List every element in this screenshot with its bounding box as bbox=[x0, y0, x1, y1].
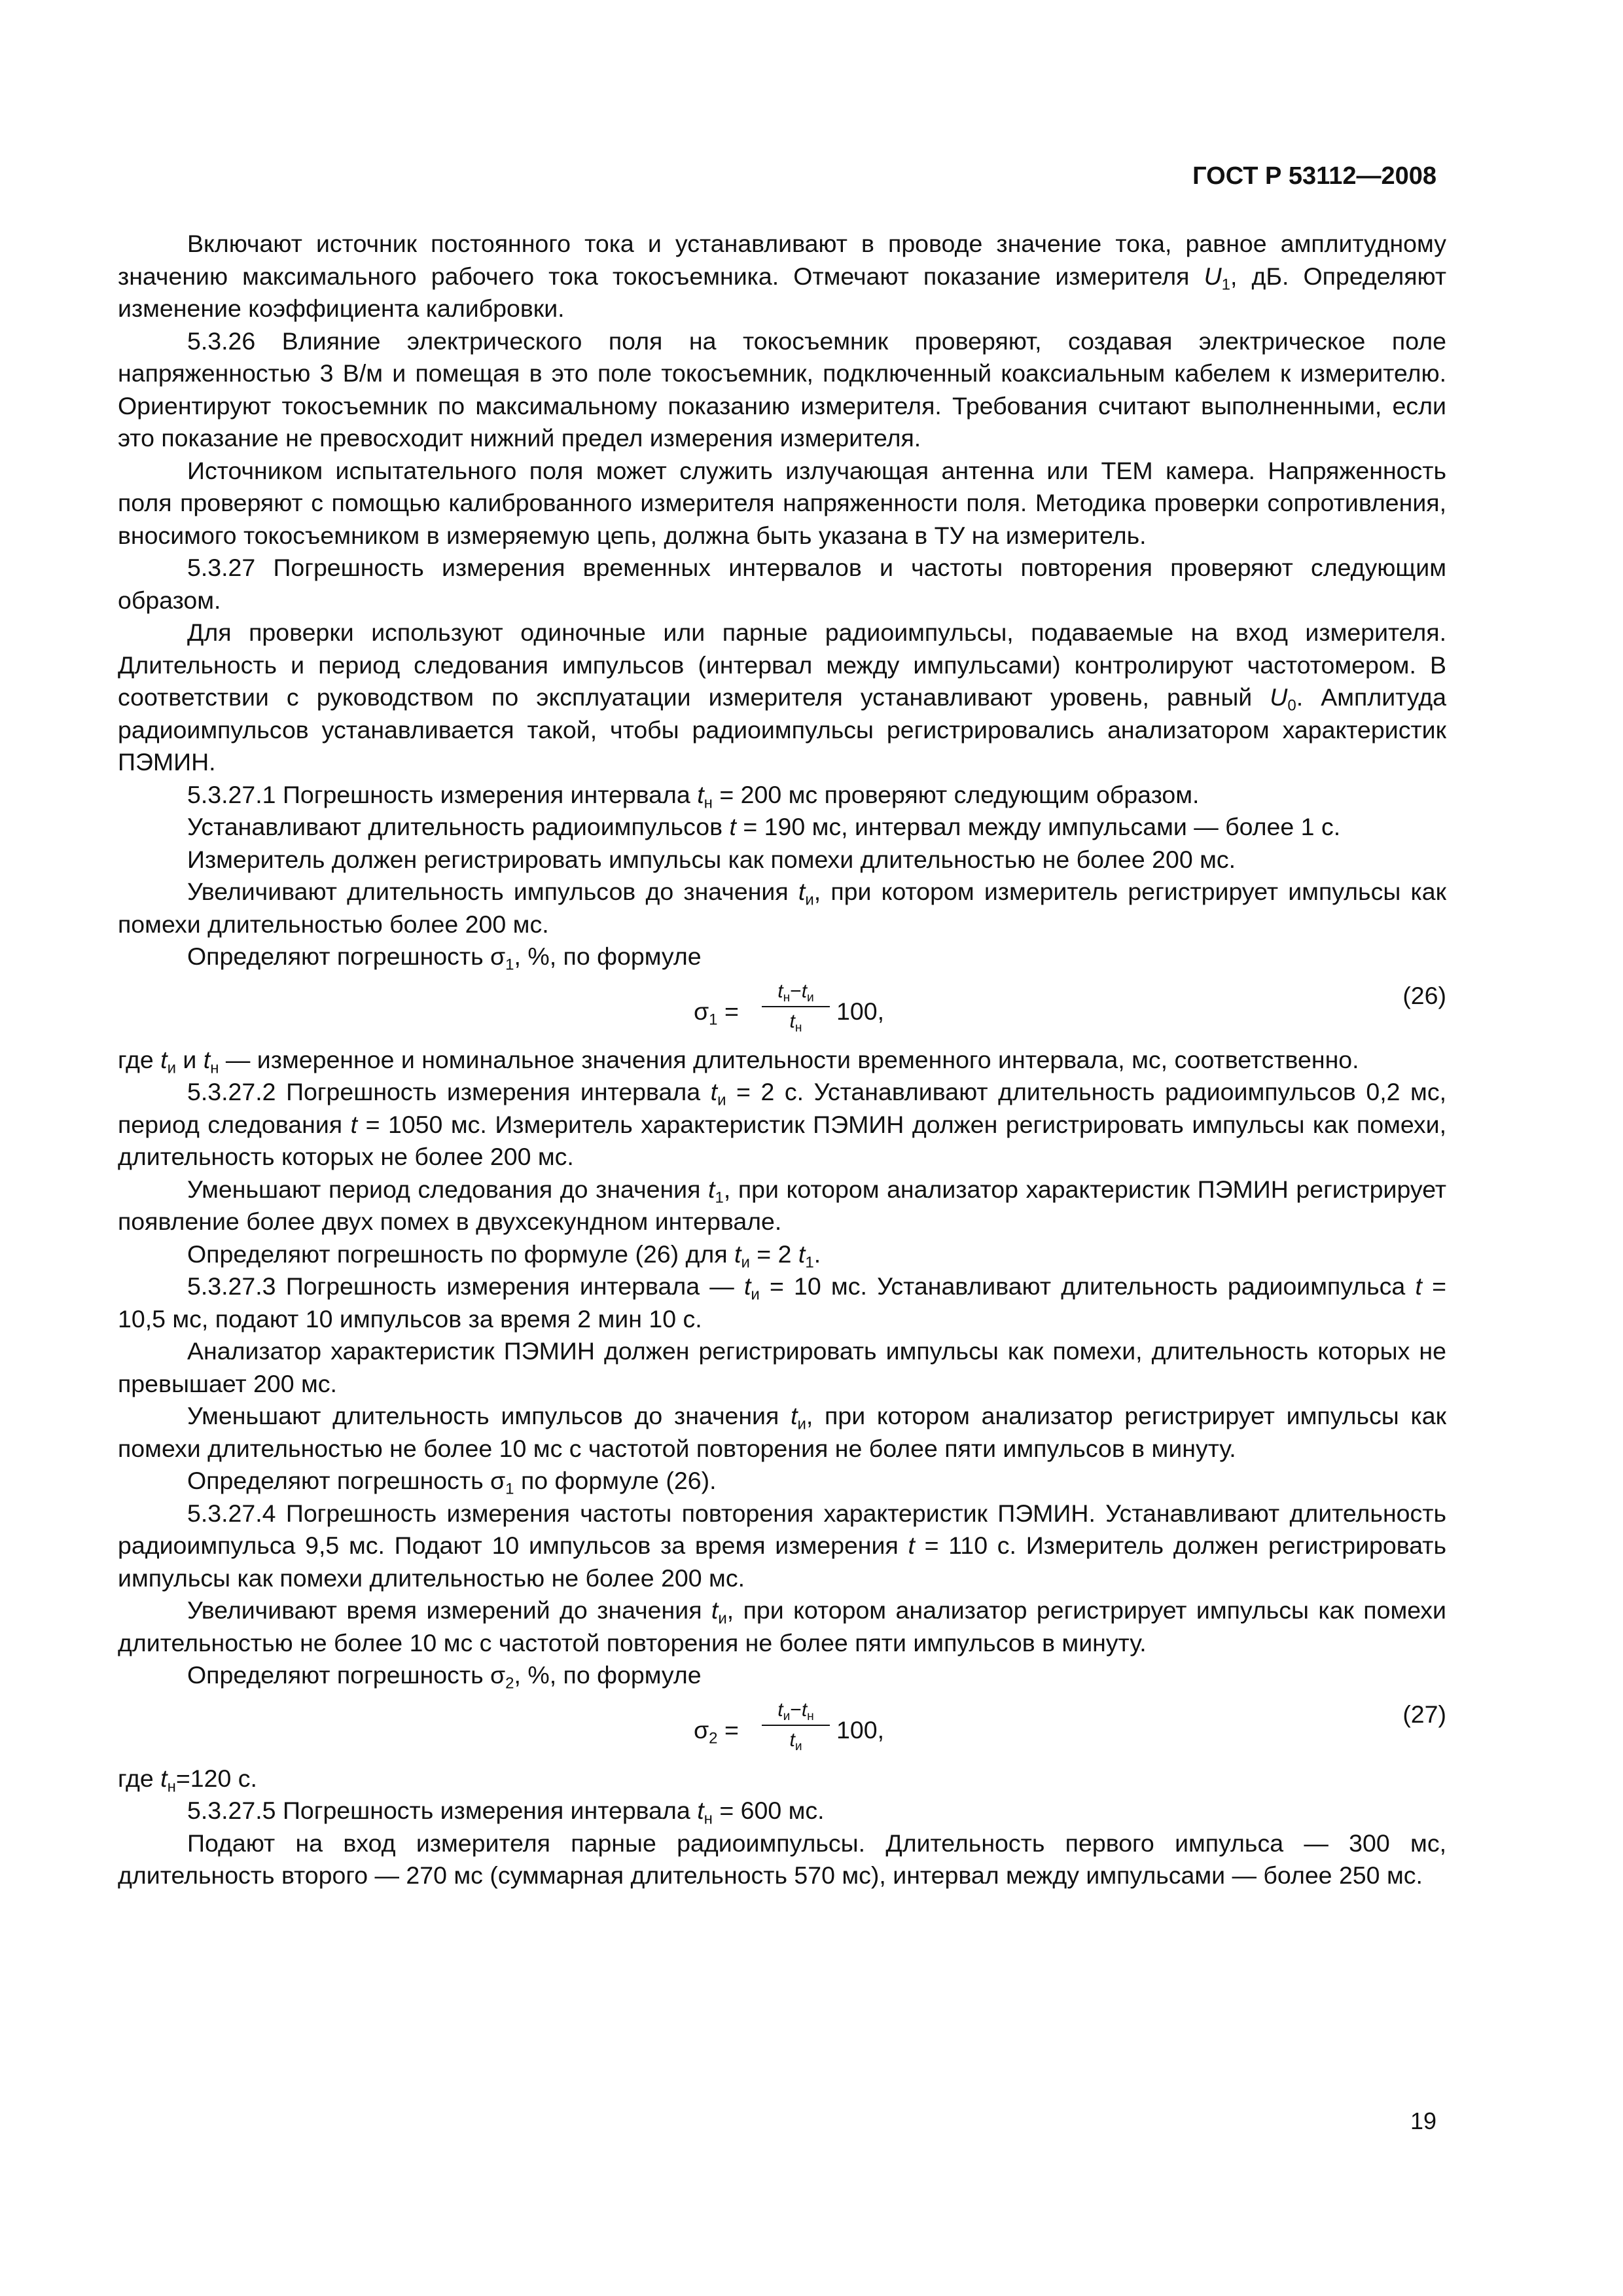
paragraph: Включают источник постоянного тока и устанавливают в проводе значение тока, равное амплитудному значению максимального рабочего тока токосъемника. Отмечают показание измерителя $U_1$, дБ. Определяют изменение коэффициента калибровки. bbox=[118, 230, 1447, 322]
page-number: 19 bbox=[1410, 2108, 1436, 2134]
paragraph: Определяют погрешность по формуле (26) для $t_и = 2$ $t_1$. bbox=[187, 1240, 821, 1272]
paragraph: Устанавливают длительность радиоимпульсов t = 190 мс, интервал между импульсами — более 1 с. bbox=[187, 813, 1341, 840]
formula-number: (26) bbox=[1402, 981, 1446, 1009]
fraction-denominator: $t_и$ bbox=[789, 1729, 802, 1753]
clause-5-3-26: 5.3.26 Влияние электрического поля на токосъемник проверяют, создавая электрическое поле напряженностью 3 В/м и помещая в это поле токосъемник, подключенный коаксиальным кабелем к измерителю. Ориентируют токосъемник по максимальному показанию измерителя. Требования считают выполненными, если это показание не превосходит нижний предел измерения измерителя. bbox=[118, 327, 1446, 452]
paragraph: Подают на вход измерителя парные радиоимпульсы. Длительность первого импульса — 300 мс, длительность второго — 270 мс (суммарная длительность 570 мс), интервал между импульсами — более 250 мс. bbox=[118, 1829, 1446, 1889]
paragraph: Измеритель должен регистрировать импульсы как помехи длительностью не более 200 мс. bbox=[187, 845, 1236, 873]
where-clause: где $t_н=120$ с. bbox=[118, 1764, 257, 1796]
clause-5-3-27-2: 5.3.27.2 Погрешность измерения интервала $t_и = 2$ с. Устанавливают длительность радиоимпульсов 0,2 мс, период следования t = 1050 мс. Измеритель характеристик ПЭМИН должен регистрировать импульсы как помехи, длительность которых не более 200 мс. bbox=[118, 1078, 1447, 1170]
paragraph: Уменьшают период следования до значения $t_1$, при котором анализатор характеристик ПЭМИН регистрирует появление более двух помех в двухсекундном интервале. bbox=[118, 1175, 1446, 1235]
clause-5-3-27: 5.3.27 Погрешность измерения временных интервалов и частоты повторения проверяют следующим образом. bbox=[118, 554, 1446, 614]
clause-5-3-27-5: 5.3.27.5 Погрешность измерения интервала $t_н = 600$ мс. bbox=[187, 1797, 825, 1828]
clause-5-3-27-3: 5.3.27.3 Погрешность измерения интервала — $t_и = 10$ мс. Устанавливают длительность радиоимпульса t = 10,5 мс, подают 10 импульсов за время 2 мин 10 с. bbox=[118, 1272, 1446, 1333]
clause-5-3-27-4: 5.3.27.4 Погрешность измерения частоты повторения характеристик ПЭМИН. Устанавливают длительность радиоимпульса 9,5 мс. Подают 10 импульсов за время измерения t = 110 с. Измеритель должен регистрировать импульсы как помехи длительностью не более 200 мс. bbox=[118, 1499, 1446, 1592]
where-clause: где $t_и$ и $t_н$ — измеренное и номинальное значения длительности временного интервала, мс, соответственно. bbox=[118, 1045, 1359, 1077]
paragraph: Для проверки используют одиночные или парные радиоимпульсы, подаваемые на вход измерителя. Длительность и период следования импульсов (интервал между импульсами) контролируют частотомером. В соответствии с руководством по эксплуатации измерителя устанавливают уровень, равный $U_0$. Амплитуда радиоимпульсов устанавливается такой, чтобы радиоимпульсы регистрировались анализатором характеристик ПЭМИН. bbox=[118, 619, 1446, 776]
clause-5-3-27-1: 5.3.27.1 Погрешность измерения интервала $t_н = 200$ мс проверяют следующим образом. bbox=[187, 780, 1200, 812]
formula-fraction bbox=[762, 978, 830, 1035]
paragraph: Анализатор характеристик ПЭМИН должен регистрировать импульсы как помехи, длительность которых не превышает 200 мс. bbox=[118, 1337, 1446, 1397]
formula-number: (27) bbox=[1402, 1700, 1446, 1728]
paragraph: Определяют погрешность $\sigma_2$, %, по формуле bbox=[187, 1661, 702, 1693]
paragraph: Увеличивают длительность импульсов до значения $t_и$, при котором измеритель регистрирует импульсы как помехи длительностью более 200 мс. bbox=[118, 878, 1446, 938]
document-header: ГОСТ Р 53112—2008 bbox=[1192, 162, 1436, 190]
paragraph: Увеличивают время измерений до значения $t_и$, при котором анализатор регистрирует импульсы как помехи длительностью не более 10 мс с частотой повторения не более пяти импульсов в минуту. bbox=[118, 1596, 1446, 1657]
formula-fraction bbox=[762, 1697, 830, 1753]
document-body bbox=[118, 228, 1446, 1892]
fraction-denominator: $t_н$ bbox=[789, 1010, 802, 1035]
paragraph: Определяют погрешность $\sigma_1$ по формуле (26). bbox=[187, 1467, 717, 1498]
paragraph: Источником испытательного поля может служить излучающая антенна или ТЕМ камера. Напряженность поля проверяют с помощью калиброванного измерителя напряженности поля. Методика проверки сопротивления, вносимого токосъемником в измеряемую цепь, должна быть указана в ТУ на измеритель. bbox=[118, 456, 1446, 549]
formula-26: $\sigma_1$ = $t_н-t_и$ $t_н$ 100, (26) bbox=[118, 973, 1446, 1044]
paragraph: Уменьшают длительность импульсов до значения $t_и$, при котором анализатор регистрирует импульсы как помехи длительностью не более 10 мс с частотой повторения не более пяти импульсов в минуту. bbox=[118, 1402, 1446, 1462]
formula-27: $\sigma_2$ = $t_и-t_н$ $t_и$ 100, (27) bbox=[118, 1692, 1446, 1763]
paragraph: Определяют погрешность $\sigma_1$, %, по формуле bbox=[187, 942, 702, 974]
fraction-numerator: $t_н-t_и$ bbox=[762, 978, 830, 1007]
fraction-numerator: $t_и-t_н$ bbox=[762, 1697, 830, 1726]
